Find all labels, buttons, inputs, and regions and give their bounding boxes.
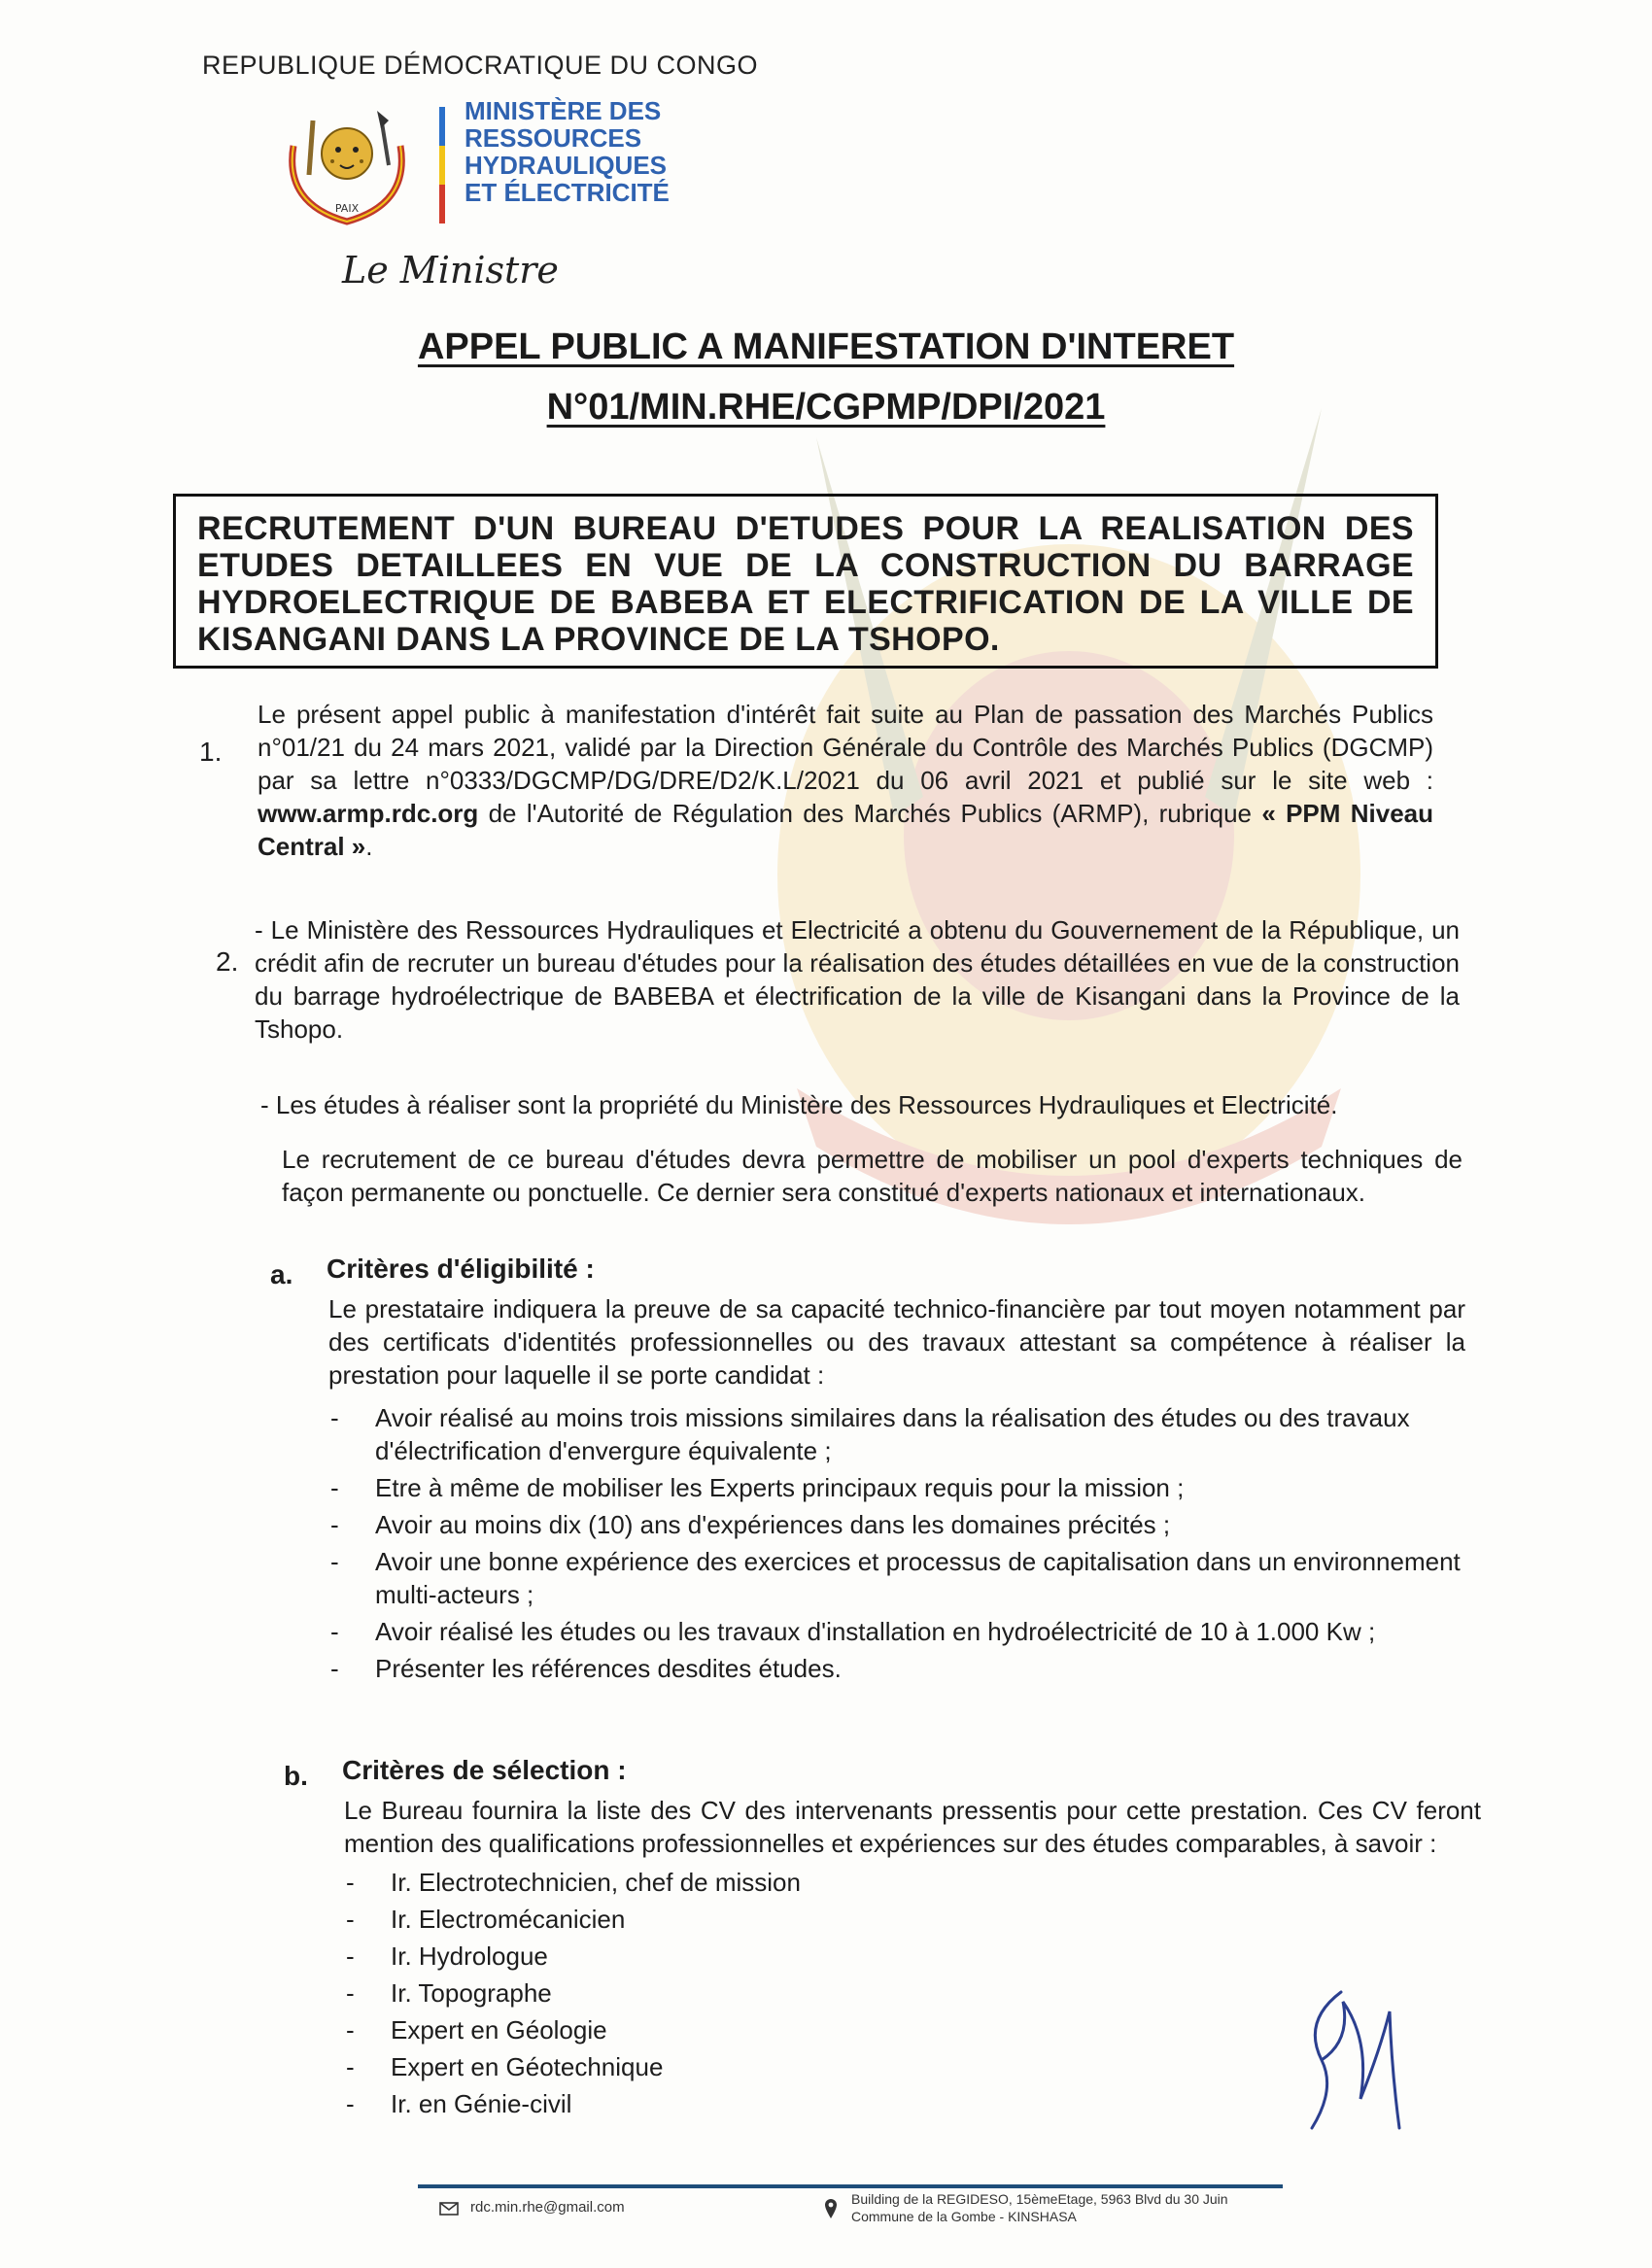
footer-email: rdc.min.rhe@gmail.com [470, 2199, 625, 2216]
section-2-para-3: Le recrutement de ce bureau d'études devra permettre de mobiliser un pool d'experts techniques de façon permanente ou ponctuelle. Ce dernier sera constitué d'experts nationaux et internationaux. [282, 1145, 1463, 1207]
section-2-para-1: - Le Ministère des Ressources Hydrauliques et Electricité a obtenu du Gouvernement de la République, un crédit afin de recruter un bureau d'études pour la réalisation des études détaillées en vue de la construction du barrage hydroélectrique de BABEBA et électrification de la ville de Kisangani dans la Province de la Tshopo. [255, 915, 1460, 1044]
criteria-b-intro: Le Bureau fournira la liste des CV des intervenants pressentis pour cette prestation. Ces CV feront mention des qualifications professionnelles et expériences sur des études comparables, à savoir : [344, 1796, 1481, 1858]
criteria-a-heading: Critères d'éligibilité : [327, 1254, 595, 1284]
footer-address [851, 2190, 1228, 2225]
list-item: - Expert en Géologie [346, 2013, 1221, 2046]
document-title: APPEL PUBLIC A MANIFESTATION D'INTERET [417, 326, 1235, 367]
ministry-name [465, 97, 670, 206]
criteria-b-letter: b. [284, 1761, 308, 1791]
subject-box: RECRUTEMENT D'UN BUREAU D'ETUDES POUR LA REALISATION DES ETUDES DETAILLEES EN VUE DE LA CONSTRUCTION DU BARRAGE HYDROELECTRIQUE DE BABEBA ET ELECTRIFICATION DE LA VILLE DE KISANGANI DANS LA PROVINCE DE LA TSHOPO. [173, 494, 1438, 669]
criteria-a-intro: Le prestataire indiquera la preuve de sa capacité technico-financière par tout moyen notamment par des certificats d'identités professionnelles ou des travaux attestant sa compétence à réaliser la prestation pour laquelle il se porte candidat : [328, 1294, 1465, 1390]
handwritten-signature-icon [1283, 1982, 1428, 2148]
list-item: - Ir. Topographe [346, 1976, 1221, 2010]
flag-bar [439, 107, 445, 223]
criteria-a-letter: a. [270, 1259, 293, 1289]
list-item: - Avoir au moins dix (10) ans d'expériences dans les domaines précités ; [330, 1508, 1467, 1541]
section-1-text [258, 698, 1433, 863]
list-item: - Ir. Hydrologue [346, 1940, 1221, 1973]
list-item: - Avoir réalisé les études ou les travaux d'installation en hydroélectricité de 10 à 1.000 Kw ; [330, 1615, 1467, 1648]
emblem-motto: PAIX [334, 202, 360, 215]
ministry-line-4: ET ÉLECTRICITÉ [465, 178, 670, 207]
criteria-b-list [346, 1866, 1221, 2124]
footer-address-line-2: Commune de la Gombe - KINSHASA [851, 2209, 1077, 2224]
criteria-a-list [330, 1401, 1467, 1689]
ministry-line-3: HYDRAULIQUES [465, 151, 668, 180]
ppm-rubric: « PPM Niveau Central » [258, 799, 1433, 861]
list-item: - Ir. Electromécanicien [346, 1903, 1221, 1936]
location-pin-icon [824, 2198, 838, 2219]
ministry-line-2: RESSOURCES [465, 123, 642, 153]
section-1-text-a: Le présent appel public à manifestation d'intérêt fait suite au Plan de passation des Marchés Publics n°01/21 du 24 mars 2021, validé par la Direction Générale du Contrôle des Marchés Publics (DGCMP) par sa lettre n°0333/DGCMP/DG/DRE/D2/K.L/2021 du 06 avril 2021 et publié sur le site web : [258, 700, 1433, 795]
armp-website-link[interactable]: www.armp.rdc.org [258, 799, 479, 828]
list-item: - Etre à même de mobiliser les Experts principaux requis pour la mission ; [330, 1471, 1467, 1504]
list-item: - Expert en Géotechnique [346, 2050, 1221, 2083]
document-reference: N°01/MIN.RHE/CGPMP/DPI/2021 [546, 387, 1106, 428]
leopard-emblem-icon [274, 107, 420, 233]
country-name: REPUBLIQUE DÉMOCRATIQUE DU CONGO [202, 51, 759, 80]
ministry-line-1: MINISTÈRE DES [465, 96, 662, 125]
list-item: - Ir. en Génie-civil [346, 2087, 1221, 2120]
footer-divider [418, 2184, 1283, 2188]
minister-signature-title: Le Ministre [342, 249, 559, 292]
section-1-text-c: . [365, 832, 373, 861]
list-item: - Avoir réalisé au moins trois missions similaires dans la réalisation des études ou des travaux d'électrification d'envergure équivalente ; [330, 1401, 1467, 1467]
list-item: - Ir. Electrotechnicien, chef de mission [346, 1866, 1221, 1899]
section-2-para-2: - Les études à réaliser sont la propriété du Ministère des Ressources Hydrauliques et Electricité. [260, 1090, 1338, 1119]
section-1-number: 1. [199, 737, 223, 767]
footer-address-line-1: Building de la REGIDESO, 15èmeEtage, 5963 Blvd du 30 Juin [851, 2191, 1228, 2207]
criteria-b-heading: Critères de sélection : [342, 1755, 627, 1785]
list-item: - Avoir une bonne expérience des exercices et processus de capitalisation dans un environnement multi-acteurs ; [330, 1545, 1467, 1611]
list-item: - Présenter les références desdites études. [330, 1652, 1467, 1685]
section-1-text-b: de l'Autorité de Régulation des Marchés Publics (ARMP), rubrique [478, 799, 1253, 828]
section-2-number: 2. [216, 946, 239, 977]
mail-icon [439, 2202, 459, 2216]
